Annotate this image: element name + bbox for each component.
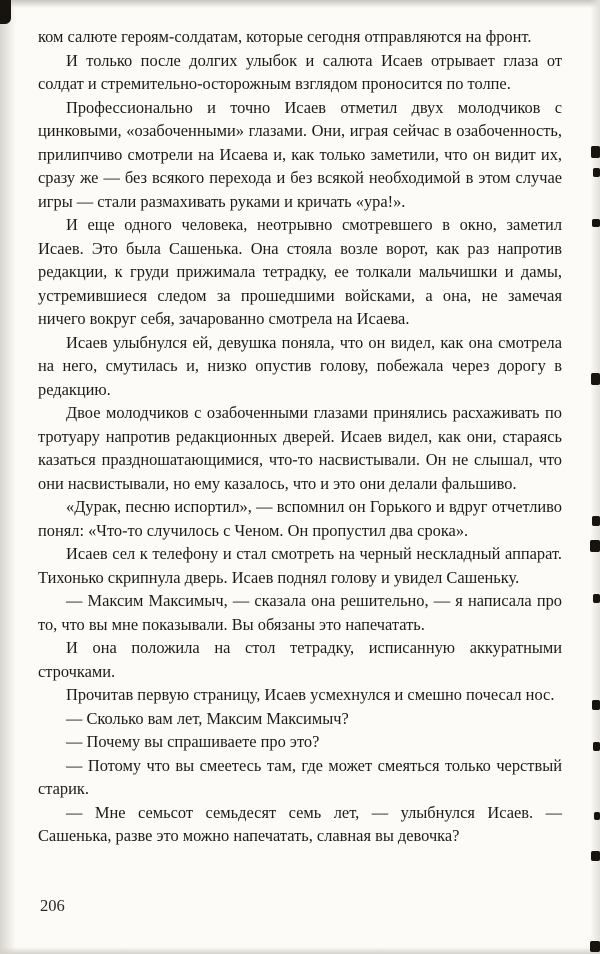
paragraph: И только после долгих улыбок и салюта Исаев отрывает глаза от солдат и стремительно-осторожным взглядом проносится по толпе.	[38, 50, 562, 93]
scan-artifact	[591, 851, 600, 861]
paragraph: Исаев сел к телефону и стал смотреть на черный нескладный аппарат. Тихонько скрипнула дверь. Исаев поднял голову и увидел Сашеньку.	[38, 544, 562, 587]
paragraph: — Потому что вы смеетесь там, где может смеяться только черствый старик.	[38, 755, 562, 798]
paragraph: — Мне семьсот семьдесят семь лет, — улыбнулся Исаев. — Сашенька, разве это можно напечатать, славная вы девочка?	[38, 802, 562, 845]
scan-artifact	[591, 146, 600, 158]
page-edge-shadow-bottom	[0, 947, 600, 954]
scan-artifact	[593, 168, 600, 177]
paragraph: И она положила на стол тетрадку, исписанную аккуратными строчками.	[38, 638, 562, 681]
page-edge-shadow-left	[0, 0, 16, 954]
scan-artifact	[592, 700, 600, 710]
paragraph: «Дурак, песню испортил», — вспомнил он Горького и вдруг отчетливо понял: «Что-то случилось с Ченом. Он пропустил два срока».	[38, 497, 562, 540]
scan-artifact	[592, 219, 600, 227]
paragraph: — Максим Максимыч, — сказала она решительно, — я написала про то, что вы мне показывали. Вы обязаны это напечатать.	[38, 591, 562, 634]
page-number: 206	[40, 896, 65, 915]
paragraph: — Сколько вам лет, Максим Максимыч?	[66, 708, 349, 728]
scan-artifact	[590, 941, 600, 952]
scan-artifact	[0, 0, 11, 24]
scan-artifact	[592, 516, 600, 526]
page-edge-shadow-top	[0, 0, 600, 8]
scan-artifact	[593, 594, 600, 603]
page-text	[38, 25, 562, 848]
scan-artifact	[593, 742, 600, 751]
scan-artifact	[591, 373, 600, 385]
paragraph: ком салюте героям-солдатам, которые сегодня отправляются на фронт.	[38, 27, 532, 46]
paragraph: — Почему вы спрашиваете про это?	[66, 732, 320, 751]
paragraph: И еще одного человека, неотрывно смотревшего в окно, заметил Исаев. Это была Сашенька. Она стояла возле ворот, как раз напротив редакции, к груди прижимала тетрадку, ее толкали мальчишки и дамы, устремившиеся следом за прошедшими войсками, а она, не замечая ничего вокруг себя, зачарованно смотрела на Исаева.	[38, 215, 562, 328]
paragraph: Прочитав первую страницу, Исаев усмехнулся и смешно почесал нос.	[66, 685, 555, 704]
paragraph: Профессионально и точно Исаев отметил двух молодчиков с цинковыми, «озабоченными» глазами. Они, играя сейчас в озабоченность, прилипчиво смотрели на Исаева и, как только заметили, что он видит их, сразу же — без всякого перехода и без всякой необходимой в этом случае игры — стали размахивать руками и кричать «ура!».	[38, 97, 562, 211]
scan-artifact	[590, 540, 600, 552]
paragraph: Двое молодчиков с озабоченными глазами принялись расхаживать по тротуару напротив редакционных дверей. Исаев видел, как они, стараясь казаться праздношатающимися, что-то насвистывали. Он не слышал, что они насвистывали, но ему казалось, что и это они делали фальшиво.	[38, 403, 562, 493]
paragraph: Исаев улыбнулся ей, девушка поняла, что он видел, как она смотрела на него, смутилась и, низко опустив голову, побежала через дорогу в редакцию.	[38, 332, 562, 399]
page-edge-shadow-right	[590, 0, 600, 954]
scan-artifact	[594, 812, 600, 820]
